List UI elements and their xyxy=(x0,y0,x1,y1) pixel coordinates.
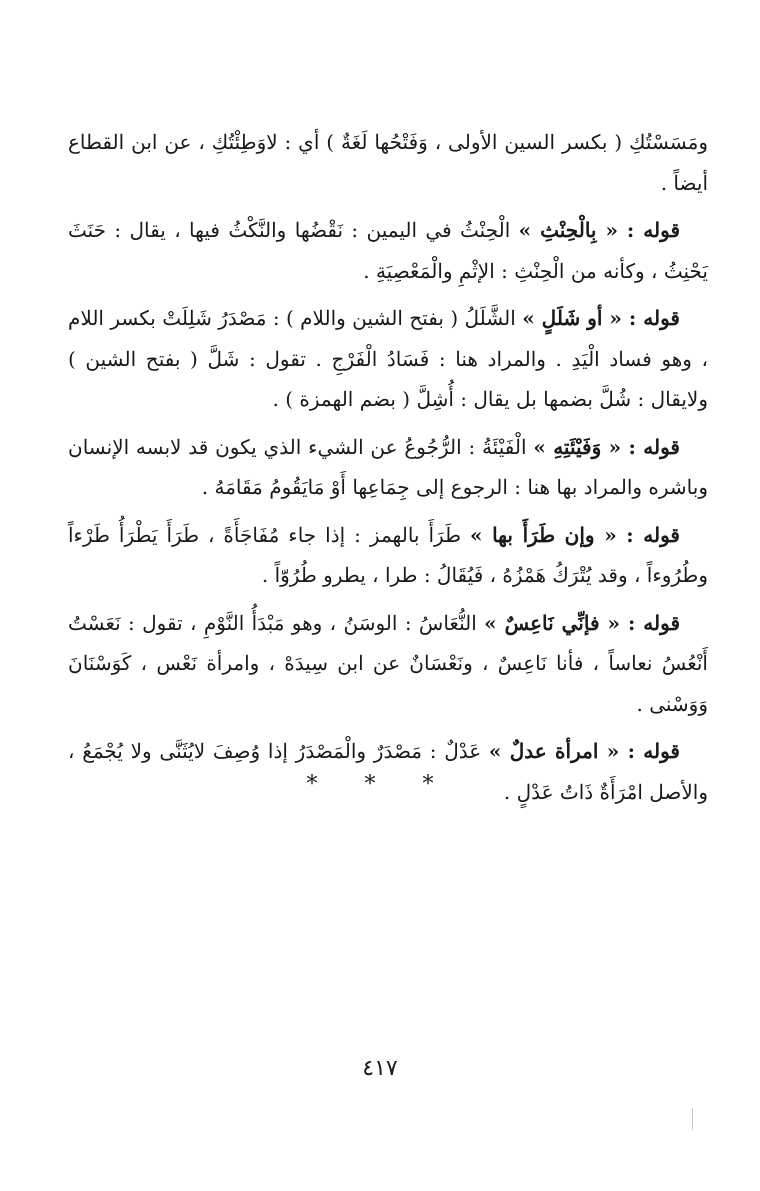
page-body xyxy=(68,122,708,819)
section-ornament: * * * xyxy=(306,772,454,797)
paragraph-5 xyxy=(68,515,708,596)
paragraph-lemma: قوله : « أو شَلَلٍ » xyxy=(522,306,680,330)
paragraph-1 xyxy=(68,122,708,203)
paragraph-lemma: قوله : « وَفَيْئَتِهِ » xyxy=(533,434,680,459)
paragraph-text: طَرَأَ بالهمز : إذا جاء مُفَاجَأَةً ، طَرَأَ يَطْرَأُ طَرْءاً وطُرُوءاً ، وقد يُتْرَكُ هَمْزُهُ ، فَيُقَالُ : طرا ، يطرو طُرُوّاً . xyxy=(68,522,708,587)
paragraph-lemma: قوله : « فإنِّي نَاعِسٌ » xyxy=(484,610,680,635)
paragraph-lemma: قوله : « امرأة عدلٌ » xyxy=(488,739,680,763)
page-number: ٤١٧ xyxy=(362,1056,398,1081)
paragraph-text: الْحِنْثُ في اليمين : نَقْضُها والنَّكْثُ فيها ، يقال : حَنَثَ يَحْنِثُ ، وكأنه من الْحِنْثِ : الإثْمِ والْمَعْصِيَةِ . xyxy=(68,218,708,283)
paragraph-4 xyxy=(68,427,708,508)
paragraph-lemma: قوله : « وإن طَرَأَ بها » xyxy=(469,522,680,547)
paragraph-text: عَدْلٌ : مَصْدَرٌ والْمَصْدَرُ إذا وُصِفَ لايُثَنَّى ولا يُجْمَعُ ، والأصل امْرَأَةٌ ذَاتُ عَدْلٍ . xyxy=(68,739,708,804)
paragraph-3 xyxy=(68,298,708,420)
paragraph-text: النُّعَاسُ : الوسَنُ ، وهو مَبْدَأُ النَّوْمِ ، تقول : نَعَسْتُ أَنْعُسُ نعاساً ، فأنا نَاعِسٌ ، ونَعْسَانٌ عن ابن سِيدَهْ ، وامرأة نَعْس ، كَوَسْنَانَ وَوَسْنى . xyxy=(68,610,708,716)
paragraph-text: الْفَيْئَةُ : الرُّجُوعُ عن الشيء الذي يكون قد لابسه الإنسان وباشره والمراد بها هنا : الرجوع إلى جِمَاعِها أَوْ مَايَقُومُ مَقَامَهُ . xyxy=(68,434,708,499)
paragraph-text: الشَّلَلُ ( بفتح الشين واللام ) : مَصْدَرُ شَلِلَتْ بكسر اللام ، وهو فساد الْيَدِ . والمراد هنا : فَسَادُ الْفَرْجِ . تقول : شَلَّ ( بفتح الشين ) ولايقال : شُلَّ بضمها بل يقال : أُشِلَّ ( بضم الهمزة ) . xyxy=(68,306,708,411)
scan-mark xyxy=(692,1108,693,1130)
paragraph-text: ومَسَسْتُكِ ( بكسر السين الأولى ، وَفَتْحُها لَغَةٌ ) أي : لاوَطِئْتُكِ ، عن ابن القطاع أيضاً . xyxy=(68,130,708,195)
paragraph-2 xyxy=(68,210,708,291)
paragraph-lemma: قوله : « بِالْحِنْثِ » xyxy=(518,218,681,242)
paragraph-6 xyxy=(68,603,708,725)
